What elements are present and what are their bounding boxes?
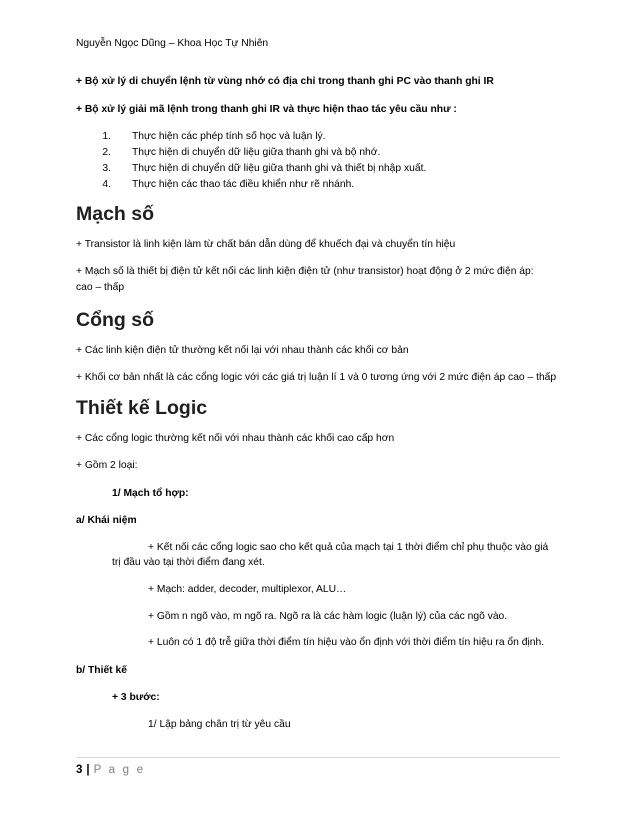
page-label: P a g e — [93, 764, 146, 776]
list-item: Thực hiện di chuyển dữ liệu giữa thanh ghi và bộ nhớ. — [132, 147, 381, 158]
paragraph: + Khối cơ bản nhất là các cổng logic với các giá trị luận lí 1 và 0 tương ứng với 2 mức điện áp cao – thấp — [76, 372, 557, 383]
list-item: Thực hiện di chuyển dữ liệu giữa thanh ghi và thiết bị nhập xuất. — [132, 163, 427, 174]
subheading-khai-niem: a/ Khái niệm — [76, 515, 137, 526]
list-item: Thực hiện các phép tính số học và luận lý. — [132, 131, 326, 142]
subheading-mach-to-hop: 1/ Mạch tổ hợp: — [112, 488, 189, 499]
paragraph: + Kết nối các cổng logic sao cho kết quả của mạch tại 1 thời điểm chỉ phụ thuộc vào giá — [148, 542, 549, 553]
list-item: Thực hiện các thao tác điều khiển như rẽ nhánh. — [132, 179, 355, 190]
list-item-number: 2. — [102, 147, 111, 158]
list-item-number: 3. — [102, 163, 111, 174]
paragraph: + Luôn có 1 độ trễ giữa thời điểm tín hiệu vào ổn định với thời điểm tín hiệu ra ổn định. — [148, 637, 545, 648]
footer-separator: | — [86, 764, 90, 776]
heading-mach-so: Mạch số — [76, 203, 155, 225]
paragraph: + Các linh kiện điện tử thường kết nối lại với nhau thành các khối cơ bản — [76, 345, 409, 356]
paragraph: + Gồm n ngõ vào, m ngõ ra. Ngõ ra là các hàm logic (luận lý) của các ngõ vào. — [148, 611, 508, 622]
paragraph: trị đầu vào tại thời điểm đang xét. — [112, 557, 265, 568]
paragraph: + Mạch số là thiết bị điện tử kết nối các linh kiện điện tử (như transistor) hoạt động ở 2 mức điện áp: — [76, 266, 534, 277]
paragraph: + Transistor là linh kiện làm từ chất bán dẫn dùng để khuếch đại và chuyển tín hiệu — [76, 239, 456, 250]
paragraph: 1/ Lập bảng chân trị từ yêu cầu — [148, 719, 291, 730]
list-item-number: 4. — [102, 179, 111, 190]
heading-cong-so: Cổng số — [76, 309, 154, 331]
footer-divider — [76, 757, 560, 758]
subheading-thiet-ke: b/ Thiết kế — [76, 665, 127, 676]
page-footer — [76, 764, 145, 776]
intro-line-1: + Bộ xử lý di chuyển lệnh từ vùng nhớ có địa chỉ trong thanh ghi PC vào thanh ghi IR — [76, 76, 494, 87]
page-number: 3 — [76, 764, 83, 776]
paragraph: + Gồm 2 loại: — [76, 460, 138, 471]
list-item-number: 1. — [102, 131, 111, 142]
intro-line-2: + Bộ xử lý giải mã lệnh trong thanh ghi IR và thực hiện thao tác yêu cầu như : — [76, 104, 457, 115]
paragraph: cao – thấp — [76, 282, 125, 293]
page-header: Nguyễn Ngọc Dũng – Khoa Học Tự Nhiên — [76, 38, 269, 49]
paragraph: + Các cổng logic thường kết nối với nhau thành các khối cao cấp hơn — [76, 433, 395, 444]
paragraph: + Mạch: adder, decoder, multiplexor, ALU… — [148, 584, 347, 595]
heading-thiet-ke-logic: Thiết kế Logic — [76, 397, 208, 419]
paragraph: + 3 bước: — [112, 692, 160, 703]
